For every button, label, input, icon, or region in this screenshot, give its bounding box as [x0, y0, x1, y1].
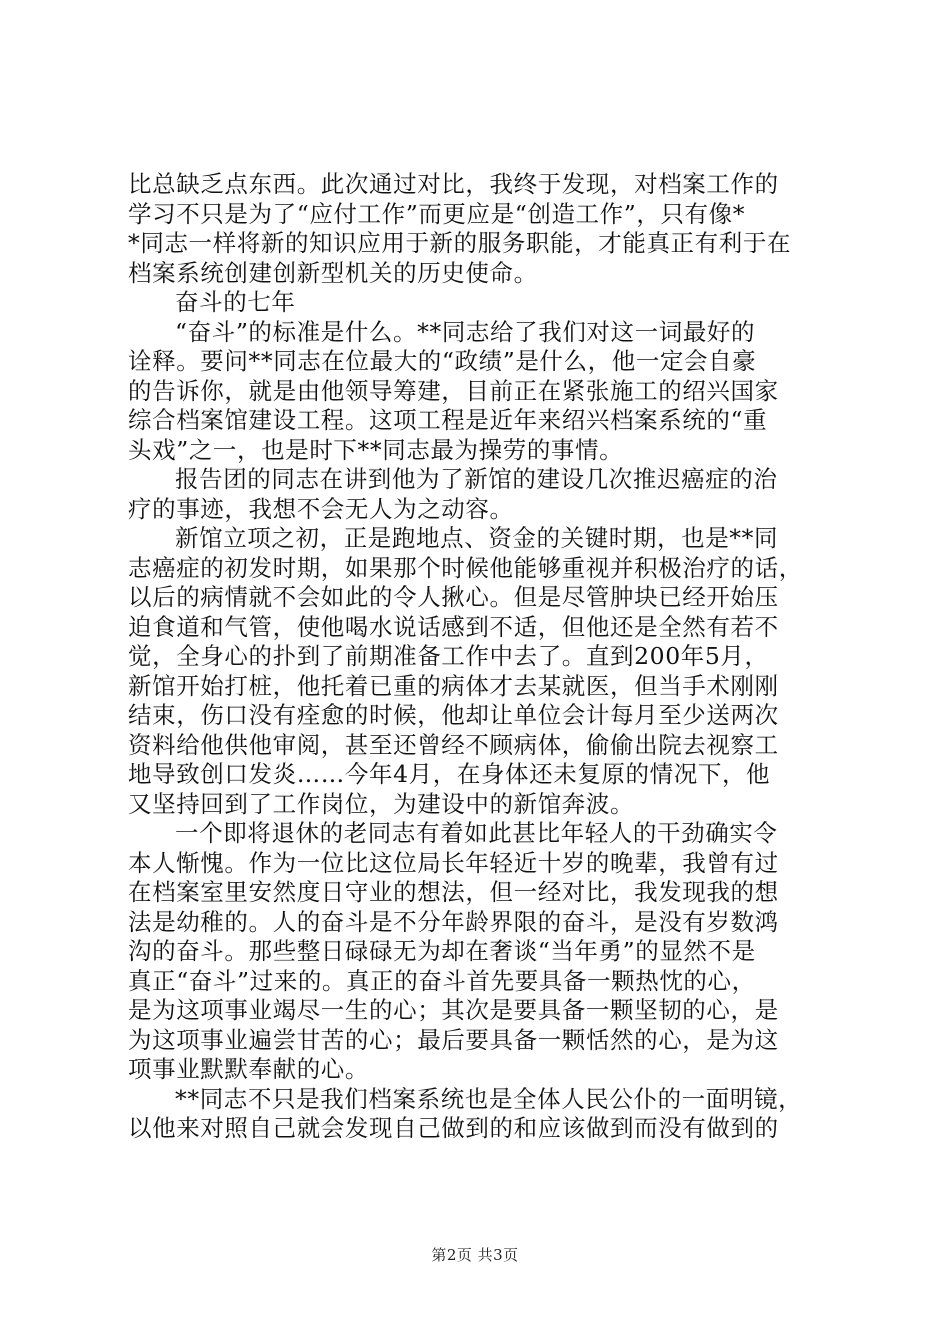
text-line: 地导致创口发炎……今年4月，在身体还未复原的情况下，他	[128, 760, 771, 788]
text-line: 头戏”之一，也是时下**同志最为操劳的事情。	[128, 435, 624, 464]
text-line: **同志不只是我们档案系统也是全体人民公仆的一面明镜，	[175, 1084, 803, 1113]
text-line: 以他来对照自己就会发现自己做到的和应该做到而没有做到的	[128, 1114, 779, 1142]
text-line: 综合档案馆建设工程。这项工程是近年来绍兴档案系统的“重	[128, 406, 768, 434]
text-line: 新馆开始打桩，他托着已重的病体才去某就医，但当手术刚刚	[128, 671, 779, 700]
text-line: 真正“奋斗”过来的。真正的奋斗首先要具备一颗热忱的心，	[128, 966, 756, 995]
text-line: 报告团的同志在讲到他为了新馆的建设几次推迟癌症的治	[175, 465, 778, 493]
document-body	[128, 170, 834, 1144]
text-line: 法是幼稚的。人的奋斗是不分年龄界限的奋斗，是没有岁数鸿	[128, 907, 779, 936]
text-line: 奋斗的七年	[175, 288, 296, 316]
text-line: 迫食道和气管，使他喝水说话感到不适，但他还是全然有若不	[128, 612, 779, 641]
text-line: 以后的病情就不会如此的令人揪心。但是尽管肿块已经开始压	[128, 583, 779, 611]
text-line: 比总缺乏点东西。此次通过对比，我终于发现，对档案工作的	[128, 170, 779, 198]
text-line: 志癌症的初发时期，如果那个时候他能够重视并积极治疗的话，	[128, 553, 803, 582]
text-line: 是为这项事业竭尽一生的心；其次是要具备一颗坚韧的心，是	[128, 996, 779, 1024]
text-line: 档案系统创建创新型机关的历史使命。	[128, 258, 538, 287]
text-line: 又坚持回到了工作岗位，为建设中的新馆奔波。	[128, 789, 635, 818]
text-line: 觉，全身心的扑到了前期准备工作中去了。直到200年5月，	[128, 642, 769, 670]
text-line: 在档案室里安然度日守业的想法，但一经对比，我发现我的想	[128, 878, 779, 906]
text-line: 为这项事业遍尝甘苦的心；最后要具备一颗恬然的心，是为这	[128, 1025, 779, 1054]
text-line: 结束，伤口没有痊愈的时候，他却让单位会计每月至少送两次	[128, 701, 779, 729]
text-line: *同志一样将新的知识应用于新的服务职能，才能真正有利于在	[128, 229, 792, 257]
text-line: 疗的事迹，我想不会无人为之动容。	[128, 494, 514, 523]
text-line: 资料给他供他审阅，甚至还曾经不顾病体，偷偷出院去视察工	[128, 730, 779, 759]
page-footer: 第2页 共3页	[431, 1246, 519, 1264]
text-line: 沟的奋斗。那些整日碌碌无为却在奢谈“当年勇”的显然不是	[128, 937, 756, 965]
text-line: 新馆立项之初，正是跑地点、资金的关键时期，也是**同	[175, 524, 779, 552]
text-line: 诠释。要问**同志在位最大的“政绩”是什么，他一定会自豪	[128, 347, 757, 375]
text-line: “奋斗”的标准是什么。**同志给了我们对这一词最好的	[175, 317, 756, 346]
text-line: 学习不只是为了“应付工作”而更应是“创造工作”，只有像*	[128, 199, 746, 228]
text-line: 本人惭愧。作为一位比这位局长年轻近十岁的晚辈，我曾有过	[128, 848, 779, 877]
text-line: 一个即将退休的老同志有着如此甚比年轻人的干劲确实令	[175, 819, 778, 847]
text-line: 的告诉你，就是由他领导筹建，目前正在紧张施工的绍兴国家	[128, 376, 779, 405]
text-line: 项事业默默奉献的心。	[128, 1055, 369, 1083]
